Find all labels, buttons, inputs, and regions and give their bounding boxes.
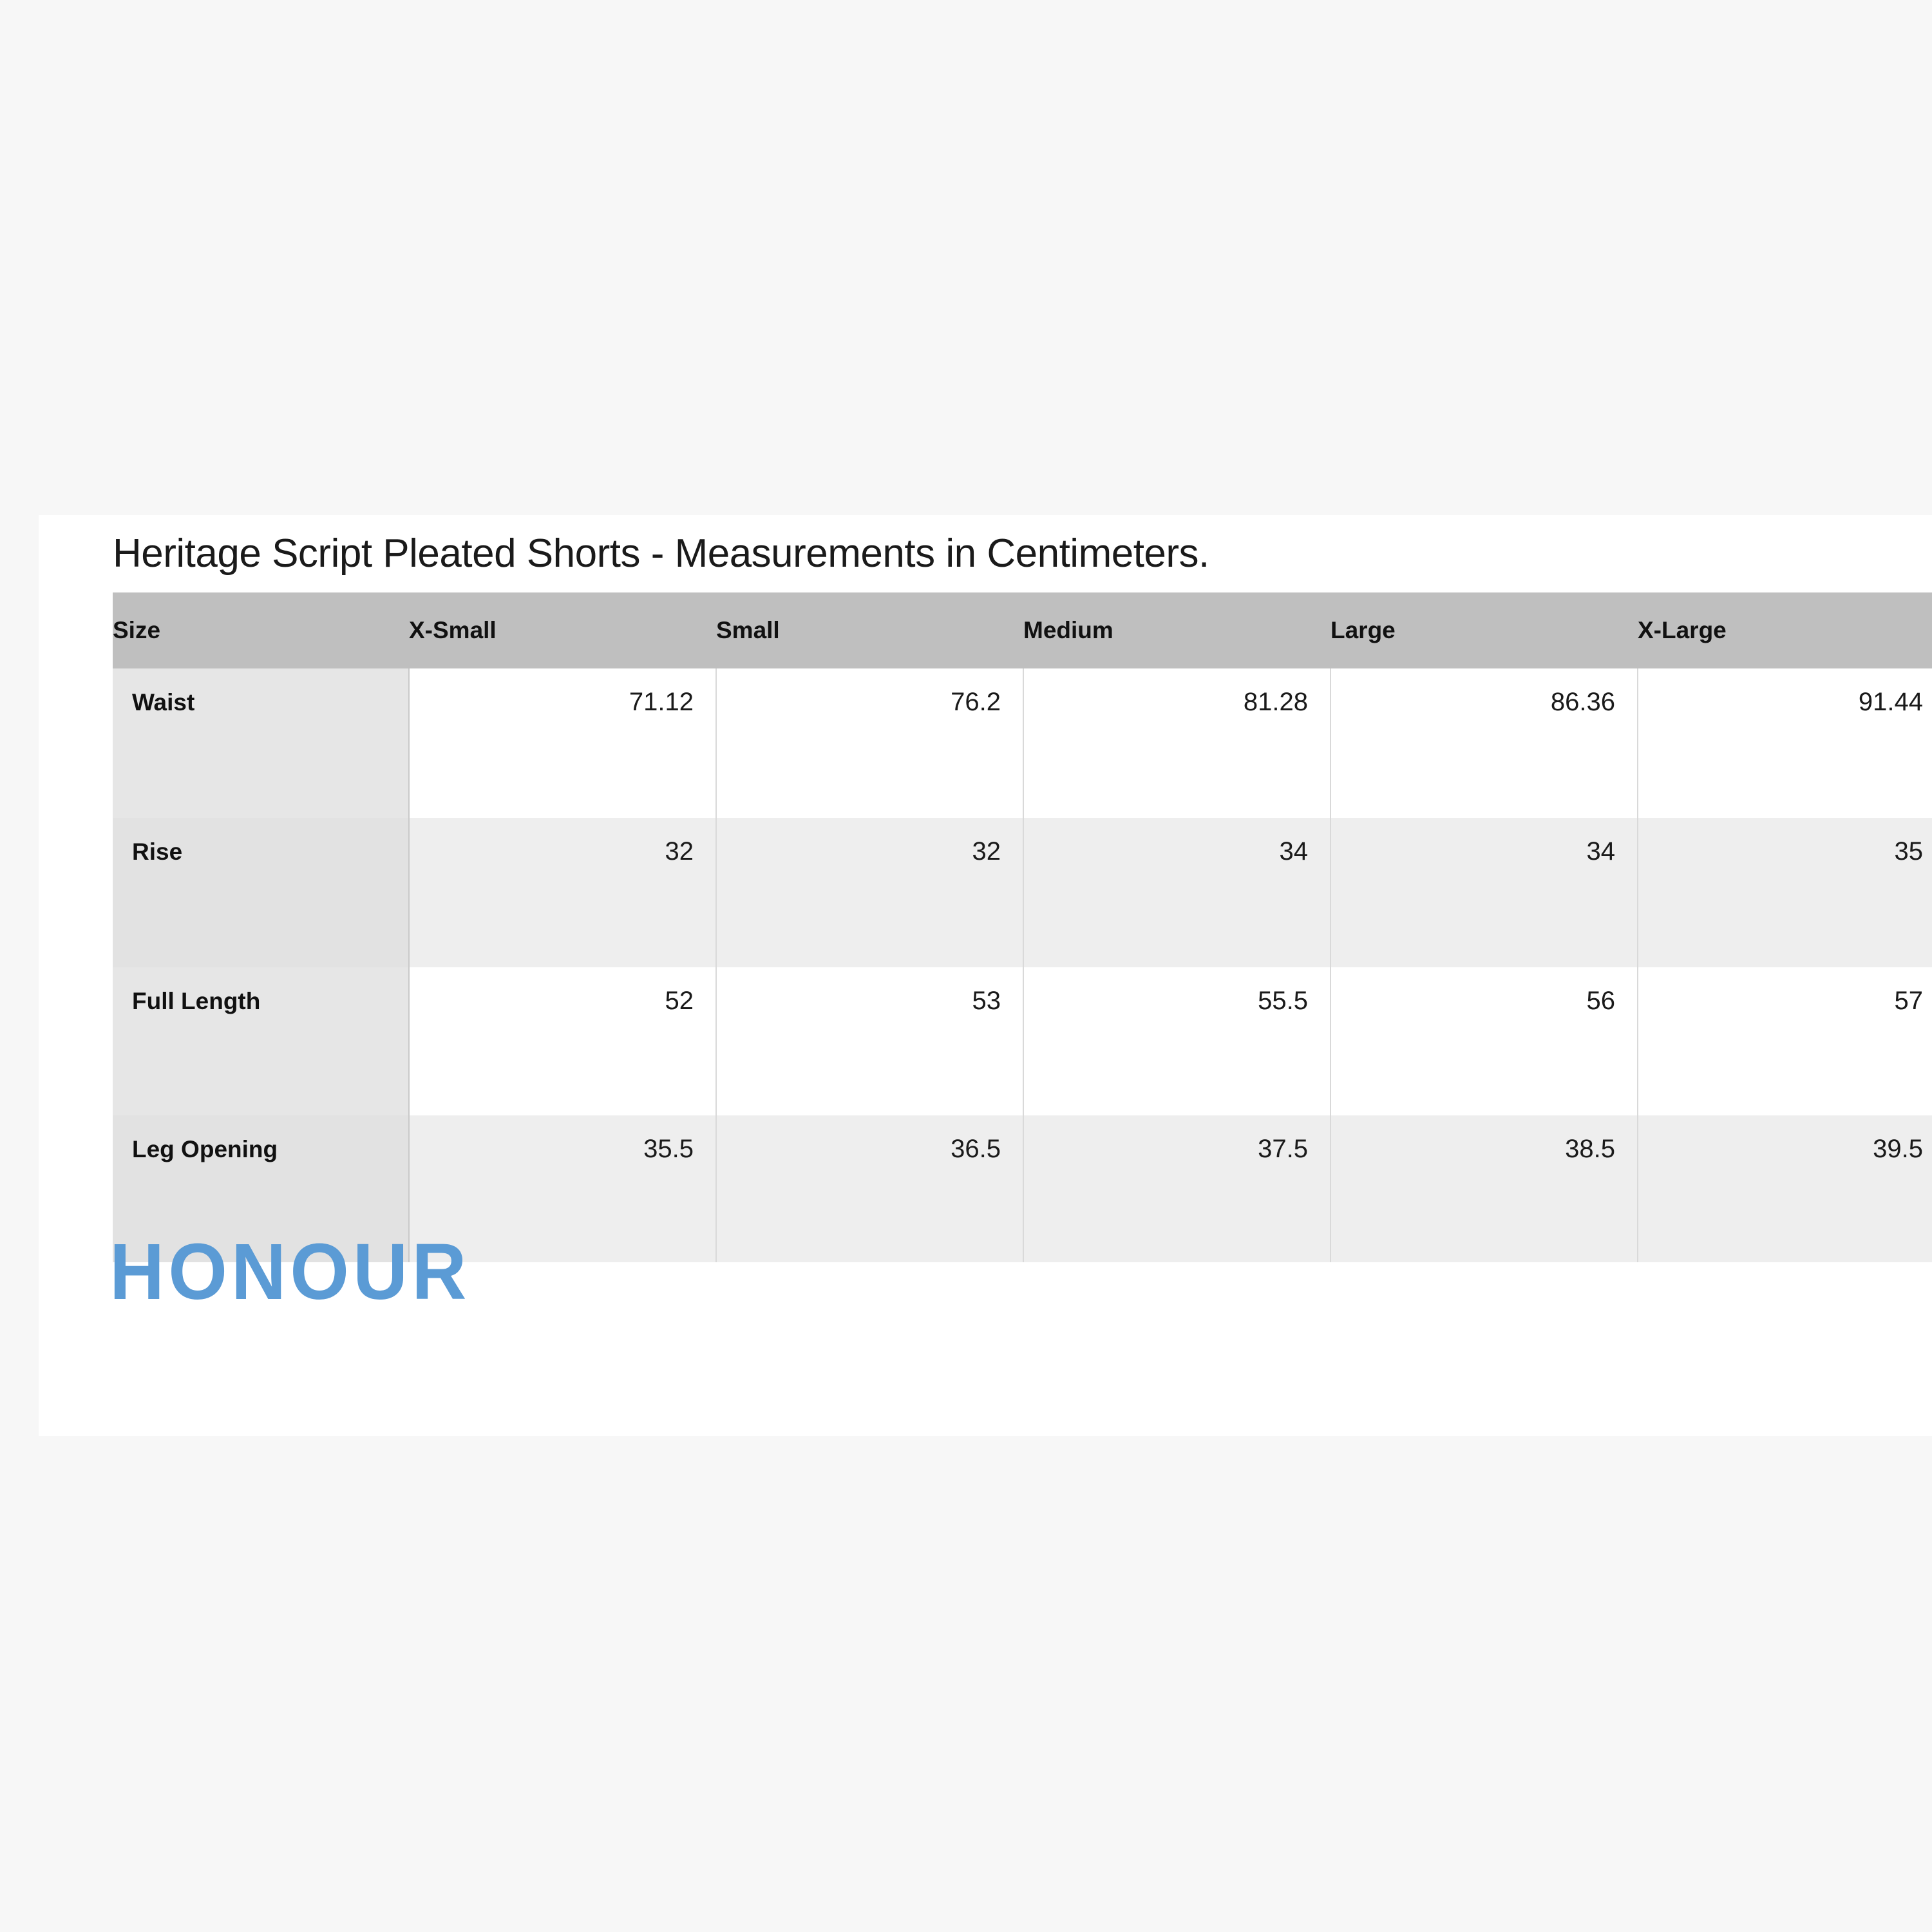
column-header-size: Size [113, 617, 161, 643]
table-header-row [113, 592, 1932, 668]
cell-leg-opening-small: 36.5 [716, 1115, 1023, 1262]
table-header [113, 592, 1932, 668]
column-header-medium: Medium [1023, 617, 1113, 643]
cell-rise-medium: 34 [1023, 818, 1331, 967]
cell-leg-opening-medium: 37.5 [1023, 1115, 1331, 1262]
table-row [113, 967, 1932, 1115]
cell-full-length-x-small: 52 [409, 967, 716, 1115]
size-chart-card [39, 515, 1932, 1436]
cell-waist-x-small: 71.12 [409, 668, 716, 818]
size-table [113, 592, 1932, 1262]
cell-rise-x-small: 32 [409, 818, 716, 967]
cell-full-length-small: 53 [716, 967, 1023, 1115]
row-label-rise: Rise [113, 818, 409, 967]
cell-rise-small: 32 [716, 818, 1023, 967]
row-label-waist: Waist [113, 668, 409, 818]
cell-leg-opening-x-small: 35.5 [409, 1115, 716, 1262]
column-header-small: Small [716, 617, 780, 643]
size-table-container [113, 592, 1932, 1262]
cell-waist-medium: 81.28 [1023, 668, 1331, 818]
cell-full-length-medium: 55.5 [1023, 967, 1331, 1115]
brand-logo: HONOUR [109, 1227, 471, 1317]
cell-leg-opening-x-large: 39.5 [1873, 1135, 1923, 1163]
cell-waist-large: 86.36 [1331, 668, 1638, 818]
table-row [113, 818, 1932, 967]
column-header-large: Large [1331, 617, 1396, 643]
cell-waist-x-large: 91.44 [1858, 688, 1923, 716]
page-title: Heritage Script Pleated Shorts - Measurements in Centimeters. [113, 531, 1209, 576]
table-body [113, 668, 1932, 1262]
table-row [113, 668, 1932, 818]
row-label-leg-opening: Leg Opening [113, 1115, 409, 1262]
cell-rise-x-large: 35 [1894, 837, 1923, 866]
cell-rise-large: 34 [1331, 818, 1638, 967]
cell-leg-opening-large: 38.5 [1331, 1115, 1638, 1262]
column-header-x-large: X-Large [1638, 617, 1727, 643]
row-label-full-length: Full Length [113, 967, 409, 1115]
cell-full-length-x-large: 57 [1894, 987, 1923, 1015]
column-header-x-small: X-Small [409, 617, 497, 643]
cell-full-length-large: 56 [1331, 967, 1638, 1115]
cell-waist-small: 76.2 [716, 668, 1023, 818]
